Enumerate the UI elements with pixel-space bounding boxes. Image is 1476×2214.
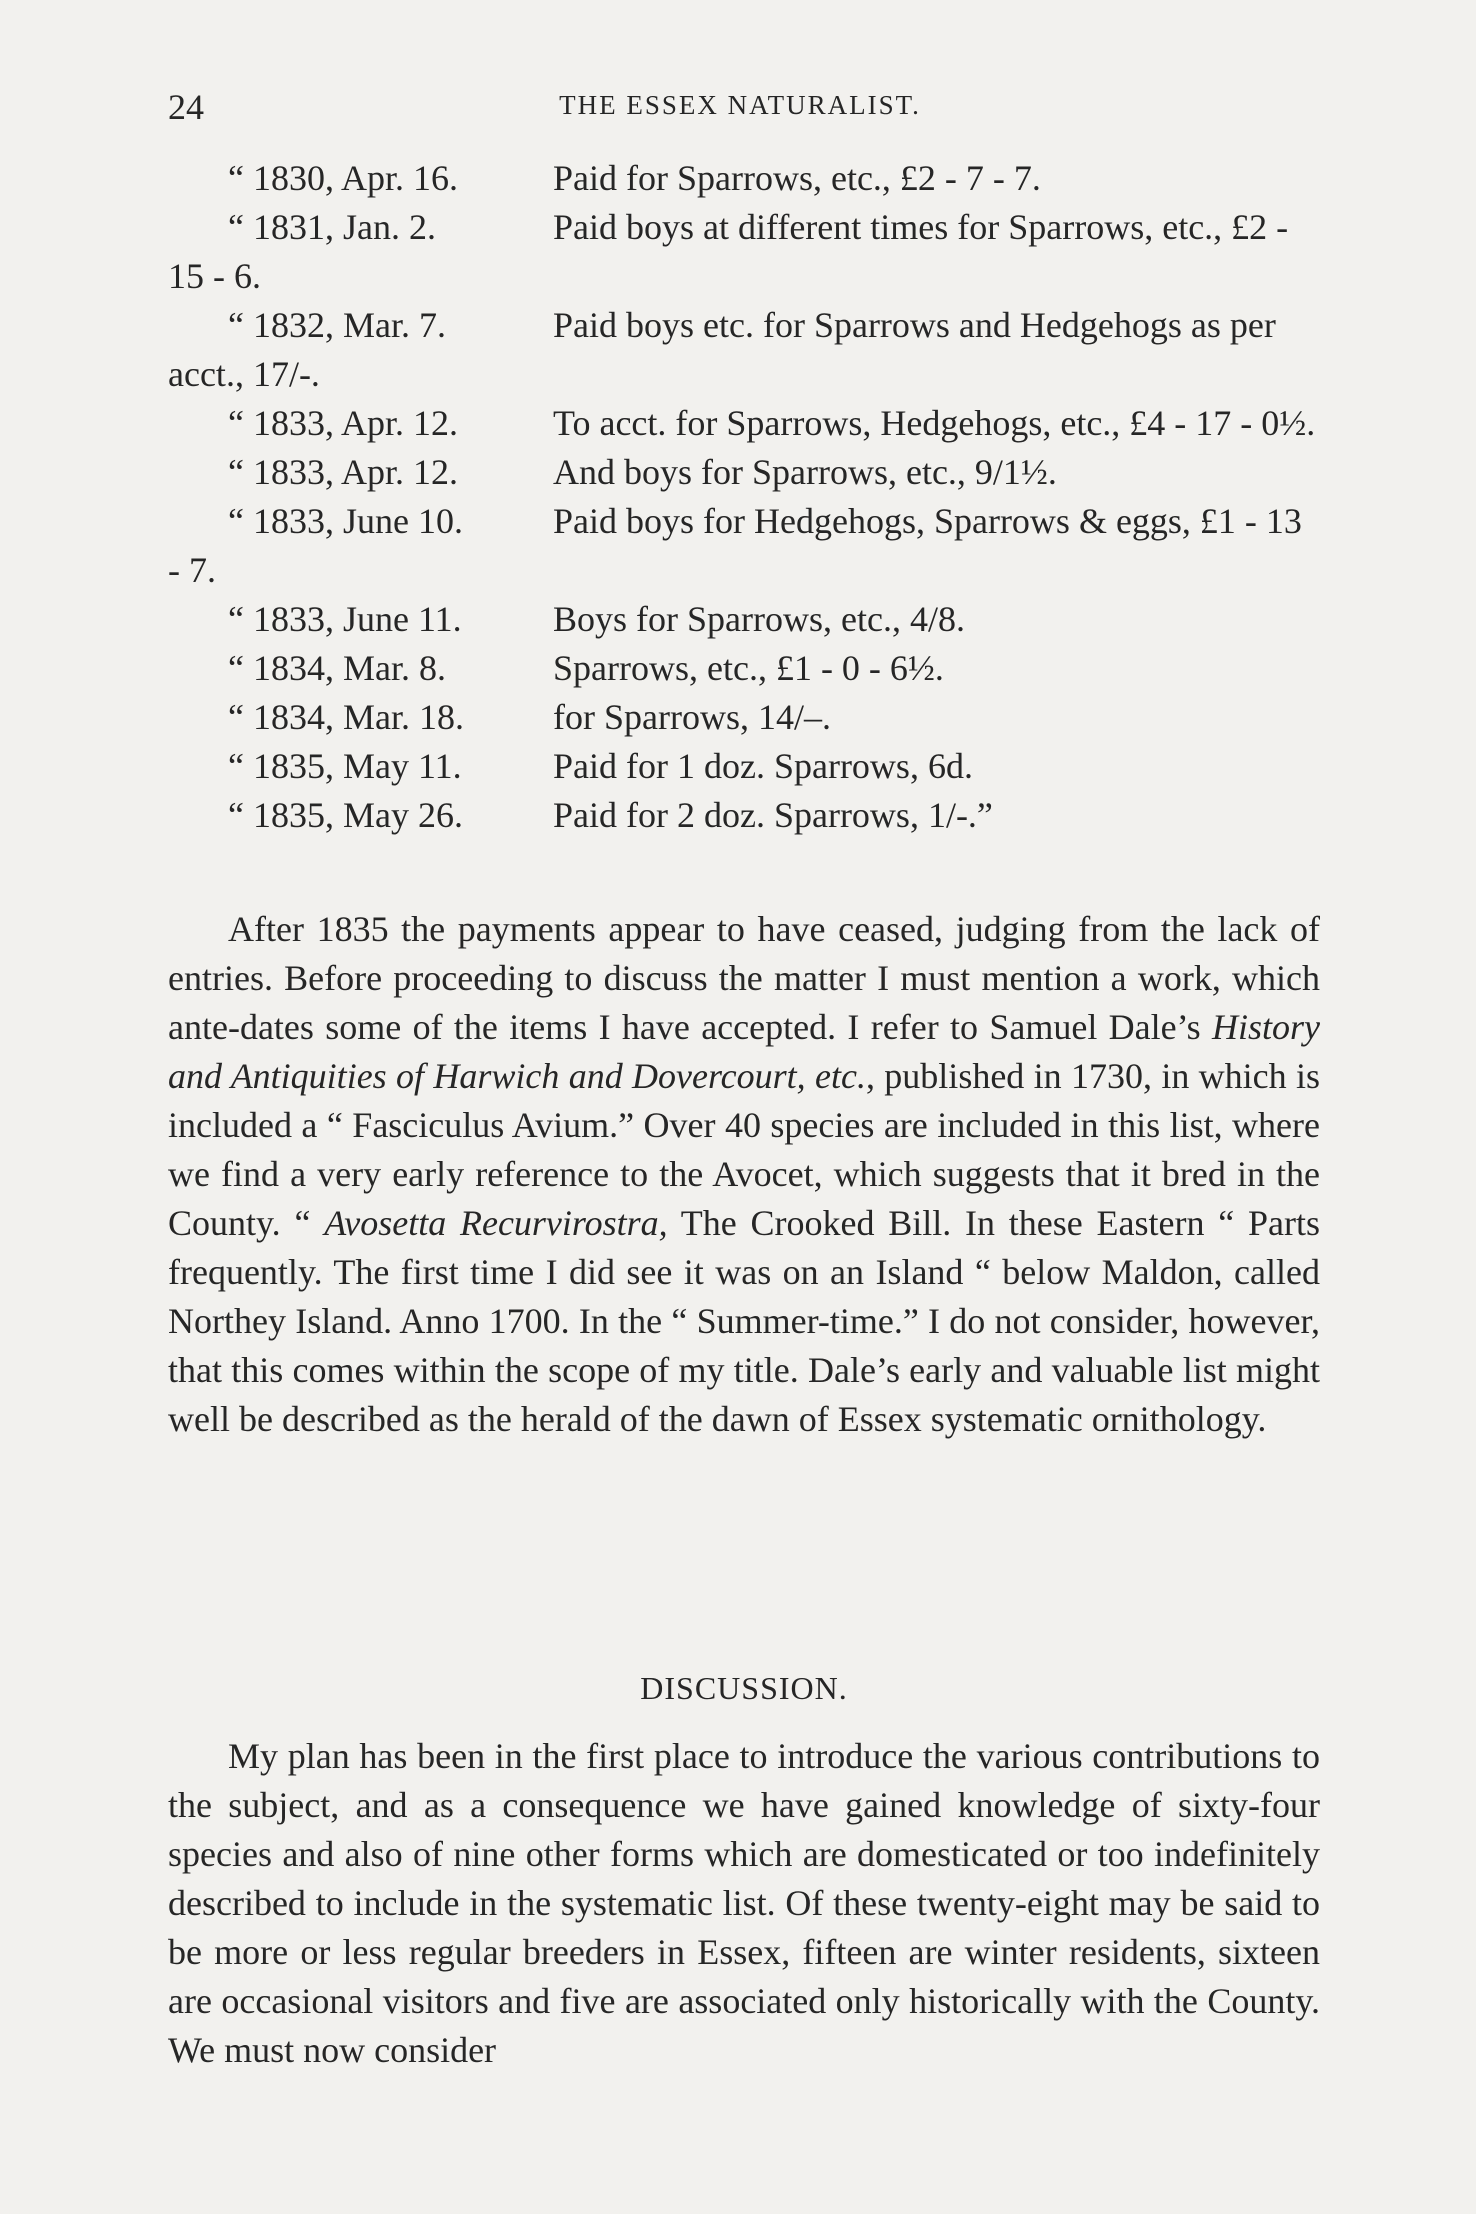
page-number: 24 — [168, 87, 204, 127]
entry-date: “ 1833, Apr. 12. — [228, 403, 458, 443]
account-entry — [168, 448, 1320, 497]
entry-date: “ 1833, Apr. 12. — [228, 452, 458, 492]
account-entry — [168, 791, 1320, 840]
account-entry — [168, 595, 1320, 644]
entry-text: And boys for Sparrows, etc., 9/1½. — [553, 452, 1057, 492]
running-head: THE ESSEX NATURALIST. — [559, 90, 921, 120]
text-run: After 1835 the payments appear to have ceased, judging from the lack of entries. Before proceeding to discuss the matter I must mention a work, which ante-dates some of the items I have accepted. I refer to Samuel Dale’s — [168, 909, 1320, 1047]
account-entry — [168, 693, 1320, 742]
account-entry — [168, 203, 1320, 301]
body-paragraph — [168, 1732, 1320, 2075]
section-heading: DISCUSSION. — [640, 1670, 848, 1706]
account-entries — [168, 154, 1320, 840]
account-entry — [168, 399, 1320, 448]
account-entry — [168, 497, 1320, 595]
entry-date: “ 1830, Apr. 16. — [228, 158, 458, 198]
text-run: , published in 1730, in which is included a “ Fasciculus Avium.” Over 40 species are included in this list, where we find a very early reference to the Avocet, which suggests that it bred in the County. “ — [168, 1056, 1320, 1243]
entry-text: Paid boys at different times for Sparrows, etc., £2 - 15 - 6. — [168, 207, 1289, 296]
entry-text: Boys for Sparrows, etc., 4/8. — [553, 599, 965, 639]
page-header — [160, 86, 1320, 126]
account-entry — [168, 154, 1320, 203]
entry-text: Sparrows, etc., £1 - 0 - 6½. — [553, 648, 944, 688]
account-entry — [168, 644, 1320, 693]
paragraph-text — [168, 905, 1320, 1444]
text-run: The Crooked Bill. In these Eastern “ Parts frequently. The first time I did see it was on an Island “ below Maldon, called Northey Island. Anno 1700. In the “ Summer-time.” I do not consider, however, that this comes within the scope of my title. Dale’s early and valuable list might well be described as the herald of the dawn of Essex systematic ornithology. — [168, 1203, 1321, 1439]
entry-date: “ 1831, Jan. 2. — [228, 207, 436, 247]
entry-date: “ 1835, May 26. — [228, 795, 463, 835]
paragraph-text: My plan has been in the first place to introduce the various contributions to the subject, and as a consequence we have gained knowledge of sixty-four species and also of nine other forms which are domesticated or too indefinitely described to include in the systematic list. Of these twenty-eight may be said to be more or less regular breeders in Essex, fifteen are winter residents, sixteen are occasional visitors and five are associated only historically with the County. We must now consider — [168, 1736, 1320, 2070]
book-title: History and Antiquities of Harwich and Dovercourt, etc. — [168, 1007, 1320, 1096]
entry-date: “ 1834, Mar. 18. — [228, 697, 464, 737]
body-paragraph — [168, 905, 1320, 1444]
entry-text: Paid for 2 doz. Sparrows, 1/-.” — [553, 795, 993, 835]
species-name: Avosetta Recurvirostra, — [324, 1203, 668, 1243]
entry-text: for Sparrows, 14/–. — [553, 697, 831, 737]
entry-date: “ 1835, May 11. — [228, 746, 462, 786]
entry-text: Paid boys for Hedgehogs, Sparrows & eggs, £1 - 13 - 7. — [168, 501, 1302, 590]
account-entry — [168, 301, 1320, 399]
entry-date: “ 1833, June 11. — [228, 599, 462, 639]
entry-date: “ 1832, Mar. 7. — [228, 305, 446, 345]
entry-date: “ 1833, June 10. — [228, 501, 463, 541]
entry-text: Paid for Sparrows, etc., £2 - 7 - 7. — [553, 158, 1041, 198]
entry-text: Paid for 1 doz. Sparrows, 6d. — [553, 746, 973, 786]
entry-text: Paid boys etc. for Sparrows and Hedgehogs as per acct., 17/-. — [168, 305, 1276, 394]
entry-date: “ 1834, Mar. 8. — [228, 648, 446, 688]
entry-text: To acct. for Sparrows, Hedgehogs, etc., £4 - 17 - 0½. — [553, 403, 1316, 443]
account-entry — [168, 742, 1320, 791]
